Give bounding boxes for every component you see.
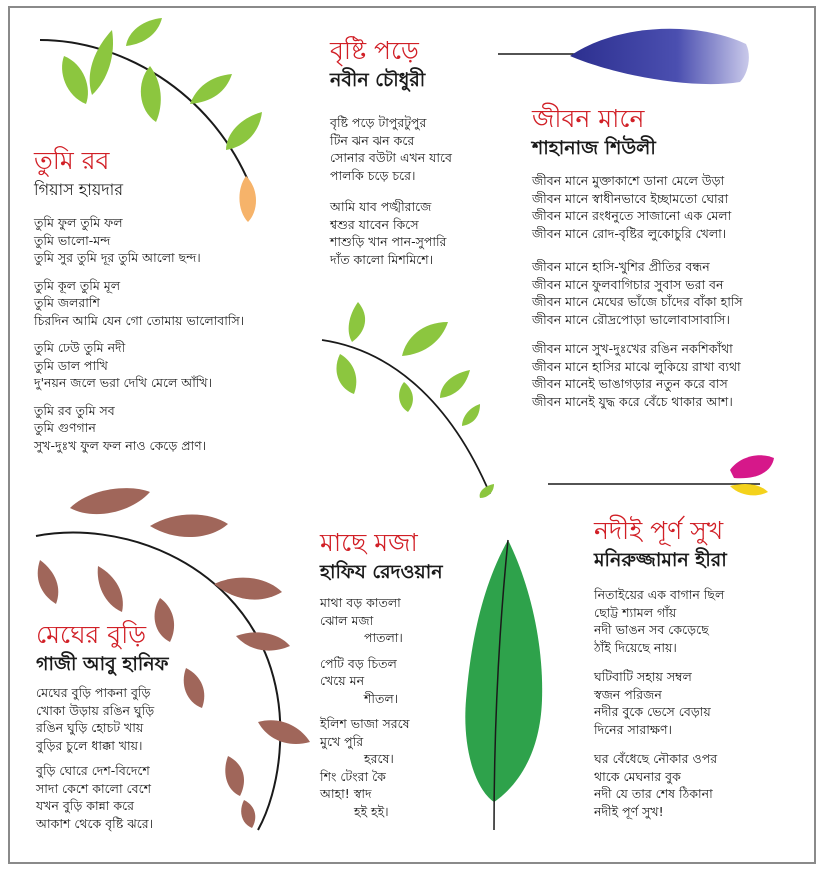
- poem-line: যখন বুড়ি কান্না করে: [36, 798, 135, 813]
- poem-line: ঘর বেঁধেছে নৌকার ওপর: [594, 751, 718, 766]
- stanza: [34, 339, 244, 392]
- poem-line: ঝোল মজা: [320, 612, 374, 628]
- poem-line: সুখ-দুঃখ ফুল ফল নাও কেড়ে প্রাণ।: [34, 437, 207, 453]
- stanza: [330, 198, 452, 268]
- poem-line: ঠাঁই দিয়েছে নায়।: [594, 639, 677, 655]
- blue-feather-icon: [498, 29, 749, 84]
- stanza: [532, 172, 743, 242]
- poem-line: বৃষ্টি পড়ে টাপুরটুপুর: [330, 115, 427, 130]
- poem-author: শাহানাজ শিউলী: [532, 137, 656, 159]
- stanza: [34, 402, 244, 455]
- poem-line: জীবন মানেই যুদ্ধ করে বেঁচে থাকার আশ।: [532, 393, 733, 409]
- poem-line: নিতাইয়ের এক বাগান ছিল: [594, 587, 725, 602]
- poem-line: জীবন মানে সুখ-দুঃখের রঙিন নকশিকাঁথা: [532, 341, 733, 356]
- poem-line: থাকে মেঘনার বুক: [594, 768, 681, 784]
- poem-line: তুমি গুণগান: [34, 420, 96, 435]
- poem-line: স্বজন পরিজন: [594, 686, 662, 702]
- poem-line: হরষে।: [364, 751, 394, 766]
- poem-title: মেঘের বুড়ি: [36, 620, 147, 649]
- poem-author: মনিরুজ্জামান হীরা: [594, 549, 727, 571]
- poem-line: বুড়ি ঘোরে দেশ-বিদেশে: [36, 763, 150, 778]
- poem-line: ইলিশ ভাজা সরষে: [320, 716, 410, 731]
- poem-line: তুমি কূল তুমি মূল: [34, 277, 121, 293]
- poem-title: তুমি রব: [34, 146, 110, 175]
- poem-line: খেয়ে মন: [320, 673, 365, 688]
- small-feather-icon: [548, 455, 774, 495]
- poem-line: টিন ঝন ঝন করে: [330, 132, 415, 148]
- poem-line: নদী যে তার শেষ ঠিকানা: [594, 786, 713, 801]
- poem-line: ঘটিবাটি সহায় সম্বল: [594, 669, 692, 684]
- poem-line: সাদা কেশে কালো বেশে: [36, 780, 152, 796]
- poem-line: সোনার বউটা এখন যাবে: [330, 150, 452, 165]
- poem-line: রঙিন ঘুড়ি হোচট খায়: [36, 720, 144, 735]
- poem-author: নবীন চৌধুরী: [330, 69, 426, 91]
- poem-line: তুমি জলরাশি: [34, 295, 100, 310]
- poem-line: দিনের সারাক্ষণ।: [594, 721, 673, 737]
- poem-line: শাশুড়ি খান পান-সুপারি: [330, 234, 447, 249]
- stanza: [594, 750, 727, 820]
- poem-line: জীবন মানে রৌদ্রপোড়া ভালোবাসাবাসি।: [532, 311, 730, 327]
- poem-line: মেঘের বুড়ি পাকনা বুড়ি: [36, 685, 151, 700]
- poem-brishti-pore: [330, 36, 452, 268]
- stanza: [320, 594, 443, 647]
- poem-line: তুমি ফুল তুমি ফল: [34, 215, 123, 230]
- poem-line: জীবন মানে মুক্তাকাশে ডানা মেলে উড়া: [532, 173, 725, 188]
- large-leaf-icon: [465, 540, 542, 830]
- stanza: [320, 715, 443, 820]
- poem-line: জীবন মানে রংধনুতে সাজানো এক মেলা: [532, 208, 732, 223]
- poem-title: নদীই পূর্ণ সুখ: [594, 516, 724, 545]
- stanza: [594, 586, 727, 656]
- poem-line: পেটি বড় চিতল: [320, 655, 397, 671]
- poem-line: চিরদিন আমি যেন গো তোমায় ভালোবাসি।: [34, 312, 245, 328]
- poem-line: পালকি চড়ে চরে।: [330, 167, 416, 183]
- poem-line: তুমি ডাল পাখি: [34, 357, 108, 373]
- poem-line: ছোট্ট শ্যামল গাঁয়: [594, 604, 677, 620]
- poem-line: জীবন মানে হাসির মাঝে লুকিয়ে রাখা ব্যথা: [532, 358, 741, 374]
- poem-tumi-rob: [34, 146, 244, 454]
- poem-line: শ্বশুর যাবেন কিসে: [330, 216, 419, 232]
- poem-line: জীবন মানেই ভাঙাগড়ার নতুন করে বাস: [532, 376, 728, 391]
- stanza: [320, 655, 443, 708]
- stanza: [34, 214, 244, 267]
- poem-line: তুমি ভালো-মন্দ: [34, 232, 111, 248]
- poem-line: দু'নয়ন জলে ভরা দেখি মেলে আঁখি।: [34, 375, 213, 390]
- poem-author: হাফিয রেদওয়ান: [320, 561, 443, 583]
- poem-line: মাথা বড় কাতলা: [320, 595, 401, 610]
- poem-line: জীবন মানে মেঘের ভাঁজে চাঁদের বাঁকা হাসি: [532, 294, 743, 309]
- poem-nodii-purno-sukh: [594, 516, 727, 820]
- poem-line: আকাশ থেকে বৃষ্টি ঝরে।: [36, 815, 154, 831]
- poem-line: আমি যাব পঙ্খীরাজে: [330, 199, 432, 214]
- poem-line: আহা! স্বাদ: [320, 786, 372, 801]
- poem-line: পাতলা।: [364, 630, 403, 645]
- poem-line: নদী ভাঙন সব কেড়েছে: [594, 622, 709, 637]
- poem-line: তুমি ঢেউ তুমি নদী: [34, 340, 126, 355]
- poem-line: খোকা উড়ায় রঙিন ঘুড়ি: [36, 702, 155, 718]
- poem-line: জীবন মানে ফুলবাগিচার সুবাস ভরা বন: [532, 276, 724, 292]
- stanza: [532, 258, 743, 328]
- poem-megher-buri: [36, 620, 169, 832]
- poem-line: শীতল।: [364, 690, 399, 706]
- poem-title: মাছে মজা: [320, 528, 418, 557]
- poem-title: বৃষ্টি পড়ে: [330, 36, 419, 65]
- poem-author: গিয়াস হায়দার: [34, 180, 124, 199]
- poem-author: গাজী আবু হানিফ: [36, 653, 169, 675]
- stanza: [532, 340, 743, 410]
- poem-line: জীবন মানে হাসি-খুশির প্রীতির বন্ধন: [532, 259, 710, 274]
- stanza: [330, 114, 452, 184]
- poem-line: শিং টেংরা কৈ: [320, 768, 386, 784]
- poem-title: জীবন মানে: [532, 104, 645, 133]
- poem-line: নদীর বুকে ভেসে বেড়ায়: [594, 704, 711, 719]
- poem-jibon-mane: [532, 104, 743, 410]
- poem-line: জীবন মানে রোদ-বৃষ্টির লুকোচুরি খেলা।: [532, 225, 727, 241]
- poem-line: তুমি সুর তুমি দূর তুমি আলো ছন্দ।: [34, 250, 201, 265]
- poem-line: জীবন মানে স্বাধীনভাবে ইচ্ছামতো ঘোরা: [532, 190, 729, 206]
- poem-line: মুখে পুরি: [320, 733, 364, 749]
- poem-line: নদীই পূর্ণ সুখ!: [594, 803, 664, 819]
- stanza: [36, 684, 169, 754]
- poem-line: বুড়ির চুলে ধাক্কা খায়।: [36, 737, 143, 753]
- poem-mache-moja: [320, 528, 443, 820]
- stanza: [594, 668, 727, 738]
- poem-line: হই হই।: [354, 803, 389, 819]
- stanza: [36, 762, 169, 832]
- middle-green-branch-icon: [322, 302, 494, 498]
- stanza: [34, 277, 244, 330]
- poem-line: দাঁত কালো মিশমিশে।: [330, 251, 434, 267]
- poem-line: তুমি রব তুমি সব: [34, 402, 115, 418]
